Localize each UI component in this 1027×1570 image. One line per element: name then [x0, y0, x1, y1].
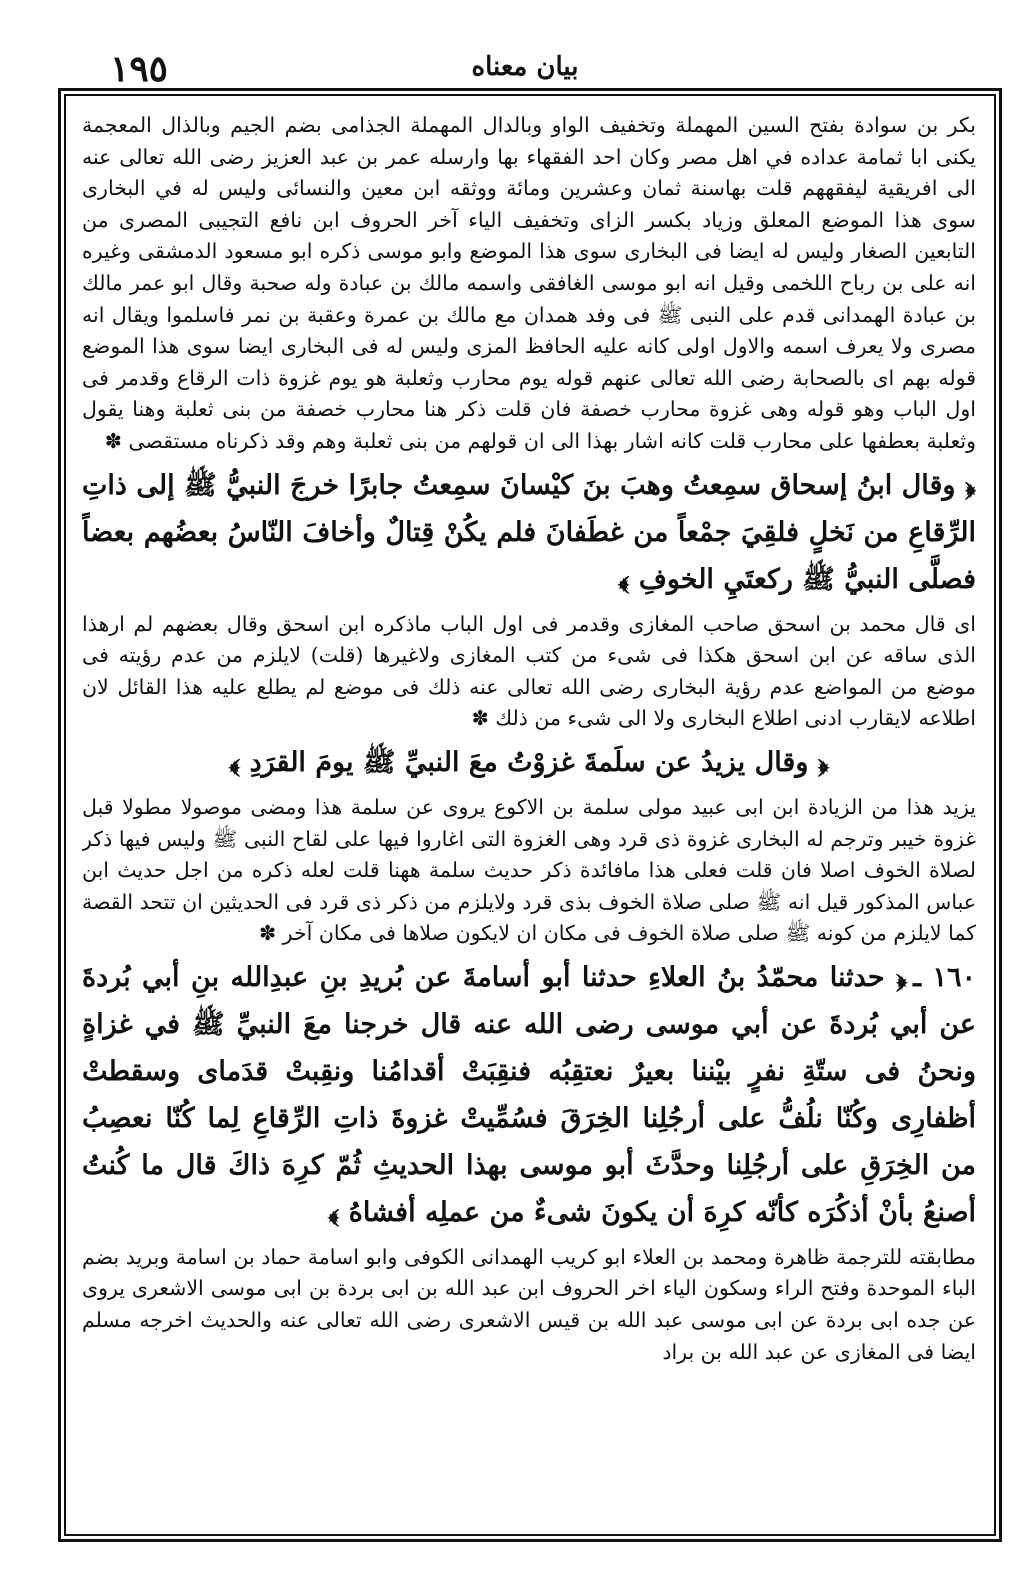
commentary-paragraph-2: اى قال محمد بن اسحق صاحب المغازى وقدمر فى اول الباب ماذكره ابن اسحق وقال بعضهم لم ارهذا الذى ساقه عن ابن اسحق هكذا فى شىء من كتب المغازى ولاغيرها (قلت) لايلزم من عدم رؤيته فى موضع من المواضع عدم رؤية البخارى رضى الله تعالى عنه ذلك فى موضع لم يطلع عليه هذا القائل لان اطلاعه لايقارب ادنى اطلاع البخارى ولا الى شىء من ذلك ✽ — [82, 611, 976, 731]
hadith-number: ١٦٠ ـ — [913, 961, 976, 993]
commentary-paragraph-1: بكر بن سوادة بفتح السين المهملة وتخفيف الواو وبالدال المهملة الجذامى بضم الجيم وبالذال المعجمة يكنى ابا ثمامة عداده في اهل مصر وكان احد الفقهاء بها وارسله عمر بن عبد العزيز رضى الله تعالى عنه الى افريقية ليفقههم قلت بهاسنة ثمان وعشرين ومائة ووثقه ابن معين والنسائى وليس له في البخارى سوى هذا الموضع المعلق وزياد بكسر الزاى وتخفيف الياء آخر الحروف ابن نافع التجيبى المصرى من التابعين الصغار وليس له ايضا فى البخارى سوى هذا الموضع وابو موسى ذكره ابو مسعود الدمشقى وغيره انه على بن رباح اللخمى وقيل انه ابو موسى الغافقى واسمه مالك بن عبادة وله صحبة وقال ابو عمر مالك بن عبادة الهمدانى قدم على النبى ﷺ فى وفد همدان مع مالك بن عمرة وعقبة بن نمر فاسلموا ويقال انه مصرى ولا يعرف اسمه والاول اولى كانه عليه الحافظ المزى وليس له فى البخارى ايضا سوى هذا الموضع قوله بهم اى بالصحابة رضى الله تعالى عنهم قوله يوم محارب وثعلبة هو يوم غزوة ذات الرقاع وقدمر فى اول الباب وهو قوله وهى غزوة محارب خصفة فان قلت ذكر هنا محارب خصفة من بنى ثعلبة وهنا يقول وثعلبة بعطفها على محارب قلت كانه اشار بهذا الى ان قولهم من بنى ثعلبة وهم وقد ذكرناه مستقصى ✽ — [82, 113, 976, 453]
commentary-paragraph-3: يزيد هذا من الزيادة ابن ابى عبيد مولى سلمة بن الاكوع يروى عن سلمة هذا ومضى موصولا مطولا قبل غزوة خيبر وترجم له البخارى غزوة ذى قرد وهى الغزوة التى اغاروا فيها على لقاح النبى ﷺ وليس فيها ذكر لصلاة الخوف اصلا فان قلت فعلى هذا مافائدة ذكر حديث سلمة ههنا قلت لعله ذكره من اجل حديث ابن عباس المذكور قيل انه ﷺ صلى صلاة الخوف بذى قرد ولايلزم من ذكر ذى قرد فى الحديثين ان تتحد القصة كما لايلزم من كونه ﷺ صلى صلاة الخوف فى مكان ان لايكون صلاها فى مكان آخر ✽ — [82, 794, 976, 946]
hadith-quote-3 — [82, 954, 976, 1236]
hadith-text: ﴿ حدثنا محمّدُ بنُ العلاءِ حدثنا أبو أسامةَ عن بُريدِ بنِ عبدِالله بنِ أبي بُردةَ عن أبي بُردةَ عن أبي موسى رضى الله عنه قال خرجنا معَ النبيِّ ﷺ في غزاةٍ ونحنُ فى ستّةِ نفرٍ بيْننا بعيرٌ نعتقِبُه فنقِبَتْ أقدامُنا ونقِبتْ قدَماى وسقطتْ أظفارِى وكُنّا نلُفُّ على أرجُلِنا الخِرَقَ فسُمِّيتْ غزوةَ ذاتِ الرِّقاعِ لِما كُنّا نعصِبُ من الخِرَقِ على أرجُلِنا وحدَّثَ أبو موسى بهذا الحديثِ ثُمّ كرِهَ ذاكَ قال ما كُنتُ أصنعُ بأنْ أذكُرَه كأنّه كرِهَ أن يكونَ شىءٌ من عملِه أفشاهُ ﴾ — [82, 961, 976, 1228]
page-number: ١٩٥ — [110, 48, 169, 90]
hadith-quote-1: ﴿ وقال ابنُ إسحاق سمِعتُ وهبَ بنَ كيْسانَ سمِعتُ جابرًا خرجَ النبيُّ ﷺ إلى ذاتِ الرِّقاعِ من نَخلٍ فلقِيَ جمْعاً من غطَفانَ فلم يكُنْ قِتالٌ وأخافَ النّاسُ بعضُهم بعضاً فصلَّى النبيُّ ﷺ ركعتَيِ الخوفِ ﴾ — [82, 469, 976, 595]
running-title: بيان معناه — [471, 52, 579, 82]
page-header — [60, 48, 990, 88]
commentary-paragraph-4: مطابقته للترجمة ظاهرة ومحمد بن العلاء ابو كريب الهمدانى الكوفى وابو اسامة حماد بن اسامة وبريد بضم الباء الموحدة وفتح الراء وسكون الياء اخر الحروف ابن عبد الله بن ابى بردة بن ابى موسى الاشعرى يروى عن جده ابى بردة عن ابى موسى عبد الله بن قيس الاشعرى رضى الله تعالى عنه والحديث اخرجه مسلم ايضا فى المغازى عن عبد الله بن براد — [82, 1244, 976, 1364]
main-text — [82, 110, 976, 1520]
hadith-quote-2: ﴿ وقال يزيدُ عن سلَمةَ غزوْتُ معَ النبيِّ ﷺ يومَ القرَدِ ﴾ — [229, 746, 829, 778]
